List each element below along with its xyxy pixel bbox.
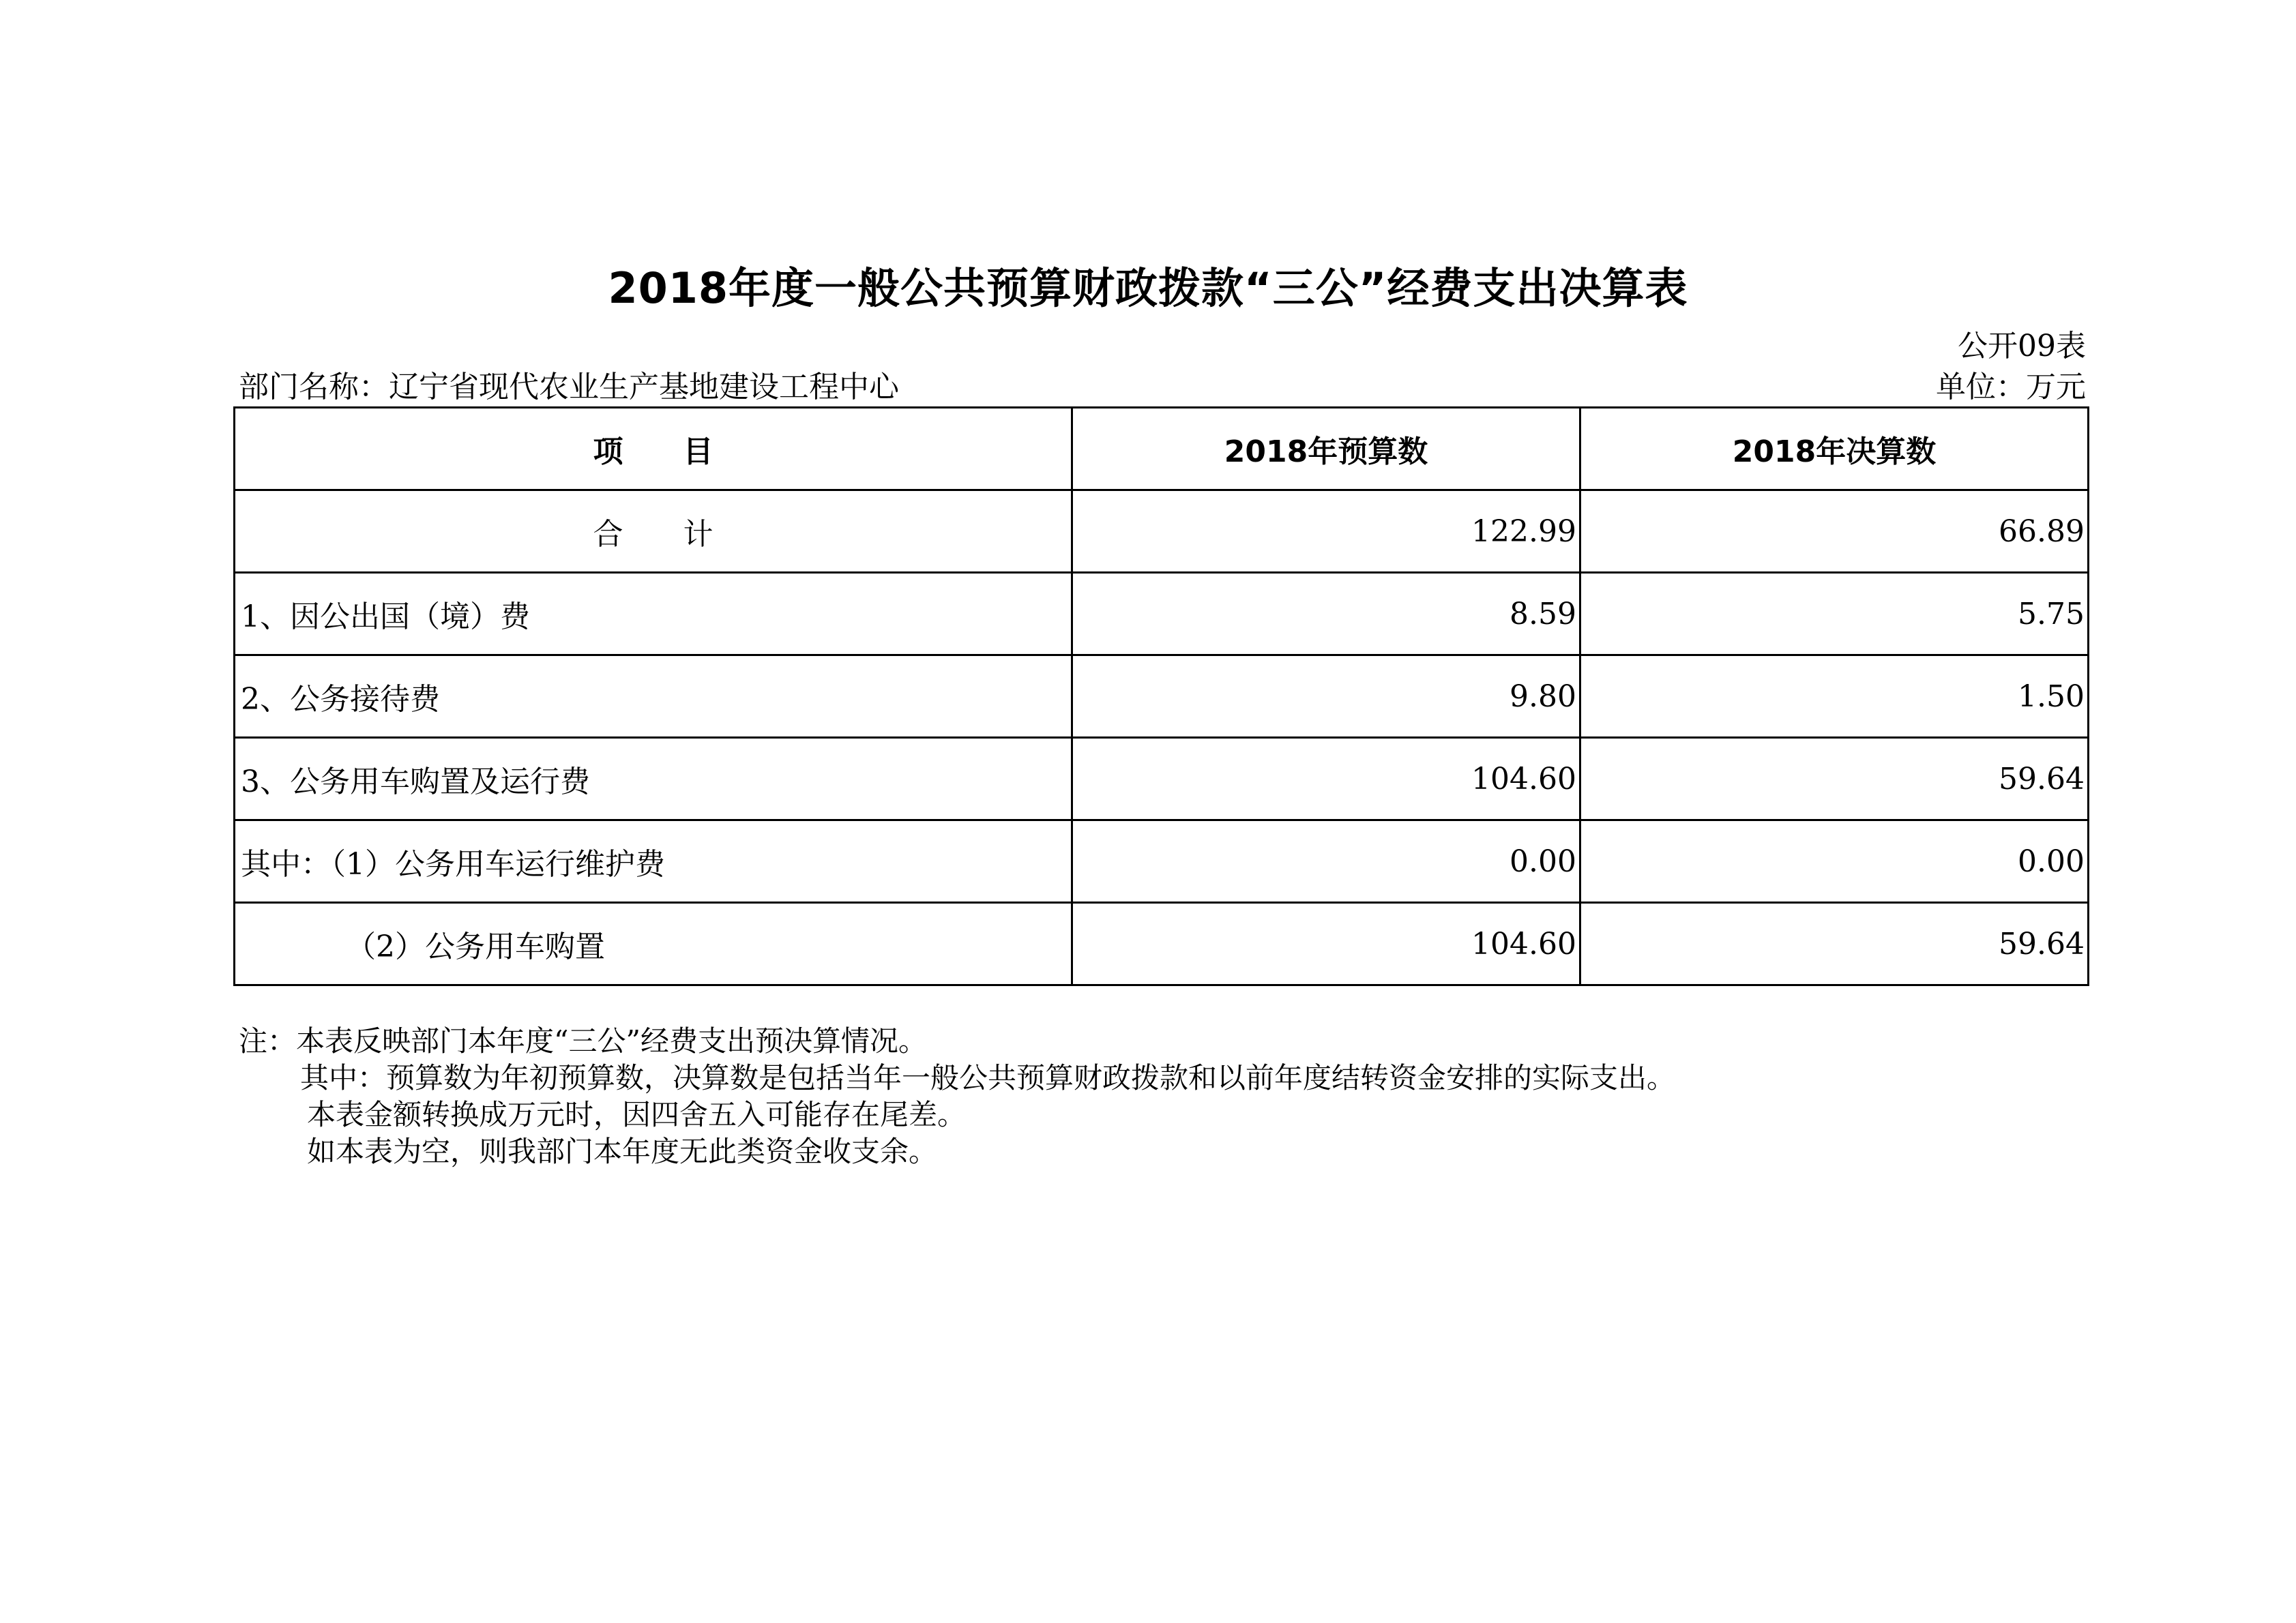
note-line: 注：本表反映部门本年度“三公”经费支出预决算情况。 — [239, 1024, 927, 1058]
form-code: 公开09表 — [1958, 329, 2086, 363]
row-label: 其中：（1）公务用车运行维护费 — [235, 820, 1072, 903]
row-budget: 104.60 — [1072, 738, 1580, 820]
table-row — [235, 820, 2089, 903]
row-final: 59.64 — [1580, 738, 2089, 820]
note-line: 其中：预算数为年初预算数，决算数是包括当年一般公共预算财政拨款和以前年度结转资金安排的实际支出。 — [300, 1061, 1676, 1095]
row-budget: 9.80 — [1072, 655, 1580, 738]
row-final: 1.50 — [1580, 655, 2089, 738]
header-budget: 2018年预算数 — [1072, 408, 1580, 490]
header-item: 项 目 — [235, 408, 1072, 490]
row-budget: 8.59 — [1072, 573, 1580, 655]
row-final: 0.00 — [1580, 820, 2089, 903]
table-row — [235, 903, 2089, 985]
page-title: 2018年度一般公共预算财政拨款“三公”经费支出决算表 — [608, 263, 1688, 313]
table-row — [235, 738, 2089, 820]
department-name: 部门名称：辽宁省现代农业生产基地建设工程中心 — [239, 370, 899, 404]
table-row-total — [235, 490, 2089, 573]
row-label: 2、公务接待费 — [235, 655, 1072, 738]
row-budget: 122.99 — [1072, 490, 1580, 573]
table-header-row — [235, 408, 2089, 490]
row-label: 合 计 — [235, 490, 1072, 573]
row-final: 66.89 — [1580, 490, 2089, 573]
expenditure-table — [233, 406, 2089, 986]
row-budget: 0.00 — [1072, 820, 1580, 903]
row-budget: 104.60 — [1072, 903, 1580, 985]
unit-label: 单位：万元 — [1936, 370, 2086, 404]
header-final: 2018年决算数 — [1580, 408, 2089, 490]
note-line: 如本表为空，则我部门本年度无此类资金收支余。 — [307, 1135, 938, 1168]
row-label: （2）公务用车购置 — [235, 903, 1072, 985]
table-row — [235, 573, 2089, 655]
notes-section — [239, 1023, 1675, 1170]
row-label: 3、公务用车购置及运行费 — [235, 738, 1072, 820]
row-final: 59.64 — [1580, 903, 2089, 985]
note-line: 本表金额转换成万元时，因四舍五入可能存在尾差。 — [307, 1098, 967, 1131]
table-row — [235, 655, 2089, 738]
row-final: 5.75 — [1580, 573, 2089, 655]
row-label: 1、因公出国（境）费 — [235, 573, 1072, 655]
